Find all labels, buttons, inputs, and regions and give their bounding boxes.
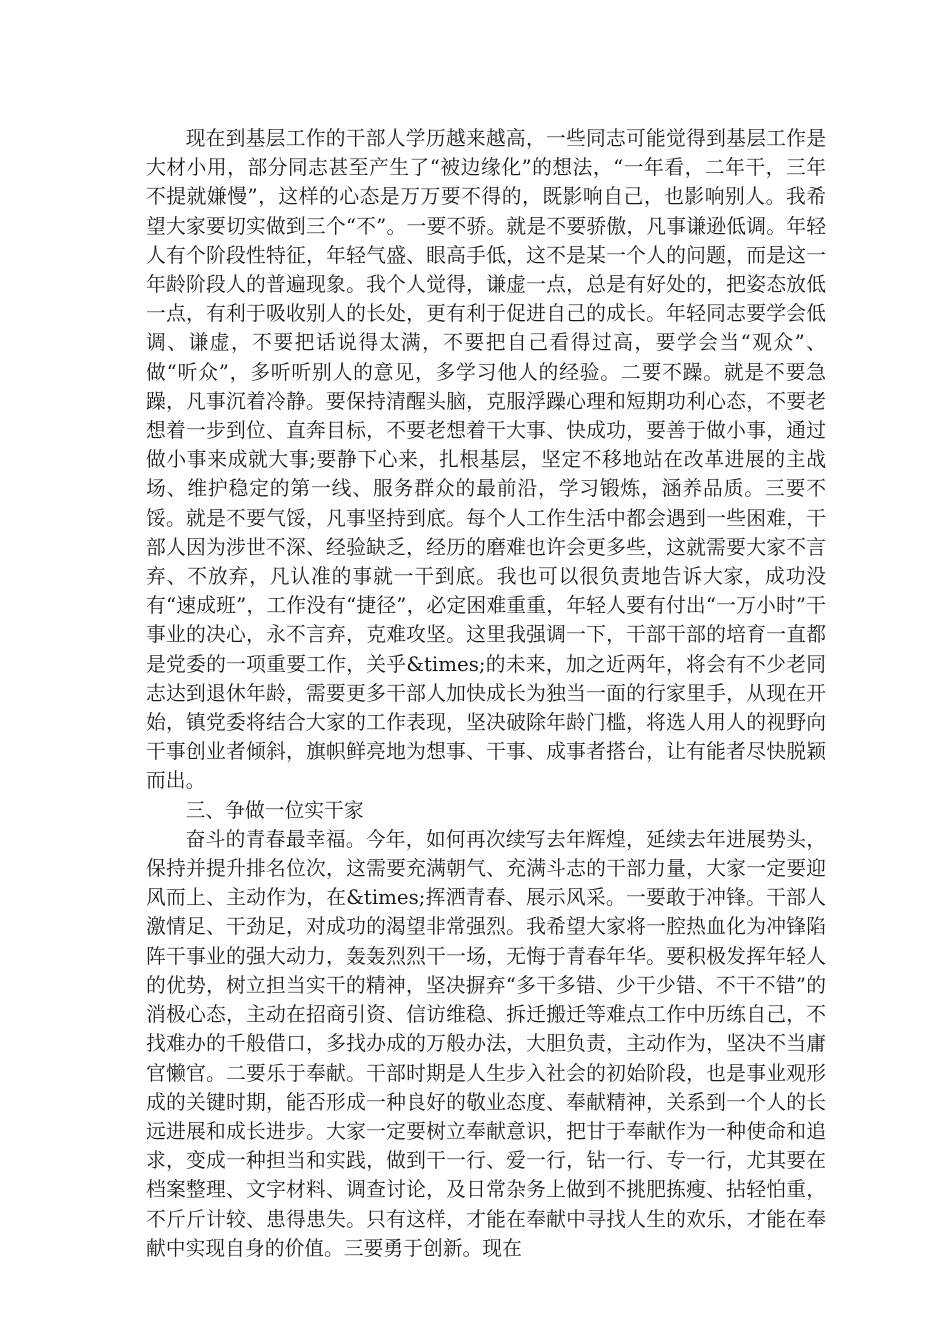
paragraph-youth-struggle: 奋斗的青春最幸福。今年，如何再次续写去年辉煌，延续去年进展势头，保持并提升排名位次，这需要充满朝气、充满斗志的干部力量，大家一定要迎风而上、主动作为，在&times;挥洒青春、展示风采。一要敢于冲锋。干部人激情足、干劲足，对成功的渴望非常强烈。我希望大家将一腔热血化为冲锋陷阵干事业的强大动力，轰轰烈烈干一场，无悔于青春年华。要积极发挥年轻人的优势，树立担当实干的精神，坚决摒弃“多干多错、少干少错、不干不错”的消极心态，主动在招商引资、信访维稳、拆迁搬迁等难点工作中历练自己，不找难办的千般借口，多找办成的万般办法，大胆负责，主动作为，坚决不当庸官懒官。二要乐于奉献。干部时期是人生步入社会的初始阶段，也是事业观形成的关键时期，能否形成一种良好的敬业态度、奉献精神，关系到一个人的长远进展和成长进步。大家一定要树立奉献意识，把甘于奉献作为一种使命和追求，变成一种担当和实践，做到干一行、爱一行，钻一行、专一行，尤其要在档案整理、文字材料、调查讨论，及日常杂务上做到不挑肥拣瘦、拈轻怕重，不斤斤计较、患得患失。只有这样，才能在奉献中寻找人生的欢乐，才能在奉献中实现自身的价值。三要勇于创新。现在: [146, 827, 826, 1260]
document-body: [146, 124, 826, 1263]
section-heading-3: 三、争做一位实干家: [185, 798, 364, 822]
paragraph-cadre-attitude: 现在到基层工作的干部人学历越来越高，一些同志可能觉得到基层工作是大材小用，部分同志甚至产生了“被边缘化”的想法，“一年看，二年干，三年不提就嫌慢”，这样的心态是万万要不得的，既影响自己，也影响别人。我希望大家要切实做到三个“不”。一要不骄。就是不要骄傲，凡事谦逊低调。年轻人有个阶段性特征，年轻气盛、眼高手低，这不是某一个人的问题，而是这一年龄阶段人的普遍现象。我个人觉得，谦虚一点，总是有好处的，把姿态放低一点，有利于吸收别人的长处，更有利于促进自己的成长。年轻同志要学会低调、谦虚，不要把话说得太满，不要把自己看得过高，要学会当“观众”、做“听众”，多听听别人的意见，多学习他人的经验。二要不躁。就是不要急躁，凡事沉着冷静。要保持清醒头脑，克服浮躁心理和短期功利心态，不要老想着一步到位、直奔目标，不要老想着干大事、快成功，要善于做小事，通过做小事来成就大事;要静下心来，扎根基层，坚定不移地站在改革进展的主战场、维护稳定的第一线、服务群众的最前沿，学习锻炼，涵养品质。三要不馁。就是不要气馁，凡事坚持到底。每个人工作生活中都会遇到一些困难，干部人因为涉世不深、经验缺乏，经历的磨难也许会更多些，这就需要大家不言弃、不放弃，凡认准的事就一干到底。我也可以很负责地告诉大家，成功没有“速成班”，工作没有“捷径”，必定困难重重，年轻人要有付出“一万小时”干事业的决心，永不言弃，克难攻坚。这里我强调一下，干部干部的培育一直都是党委的一项重要工作，关乎&times;的未来，加之近两年，将会有不少老同志达到退休年龄，需要更多干部人加快成长为独当一面的行家里手，从现在开始，镇党委将结合大家的工作表现，坚决破除年龄门槛，将选人用人的视野向干事创业者倾斜，旗帜鲜亮地为想事、干事、成事者搭台，让有能者尽快脱颖而出。: [146, 127, 826, 793]
